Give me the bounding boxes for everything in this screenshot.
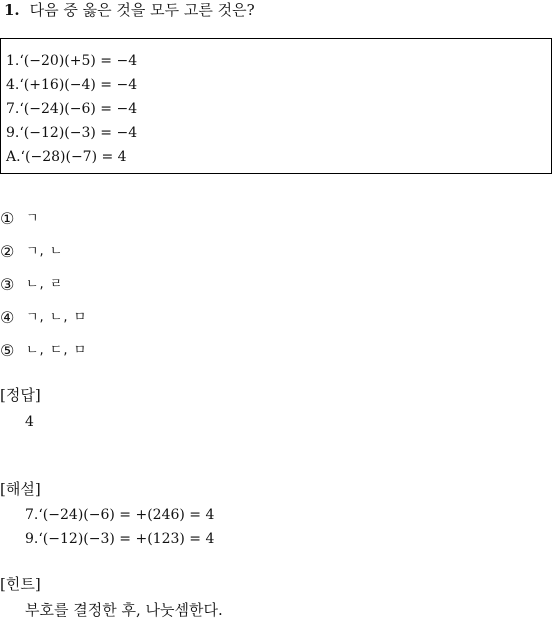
hint-text: 부호를 결정한 후, 나눗셈한다. [25, 601, 223, 619]
choice-marker: ④ [0, 308, 15, 327]
explanation-line: 9.‘(−12)(−3) = +(123) = 4 [25, 531, 215, 547]
choice-marker: ⑤ [0, 341, 15, 360]
explanation-line: 7.‘(−24)(−6) = +(246) = 4 [25, 507, 215, 523]
question-number: 1. [4, 1, 20, 19]
conditions-box [0, 38, 552, 174]
choices-list [0, 208, 87, 373]
choice-item[interactable] [0, 307, 87, 340]
condition-line: 7.‘(−24)(−6) = −4 [6, 101, 138, 117]
choice-item[interactable] [0, 208, 87, 241]
choice-text: ㄴ, ㄹ [26, 277, 64, 292]
choice-item[interactable] [0, 241, 87, 274]
condition-line: 4.‘(+16)(−4) = −4 [6, 77, 138, 93]
condition-line: 9.‘(−12)(−3) = −4 [6, 125, 138, 141]
question-title [4, 0, 255, 20]
choice-marker: ② [0, 242, 15, 261]
question-text: 다음 중 옳은 것을 모두 고른 것은? [29, 1, 255, 19]
choice-item[interactable] [0, 274, 87, 307]
choice-text: ㄱ [26, 211, 40, 226]
answer-label: [정답] [0, 386, 41, 404]
choice-text: ㄱ, ㄴ [26, 244, 64, 259]
answer-value: 4 [25, 414, 34, 430]
choice-marker: ① [0, 209, 15, 228]
choice-marker: ③ [0, 275, 15, 294]
choice-text: ㄱ, ㄴ, ㅁ [26, 310, 88, 325]
condition-line: 1.‘(−20)(+5) = −4 [6, 53, 138, 69]
condition-line: A.‘(−28)(−7) = 4 [6, 149, 127, 165]
explanation-label: [해설] [0, 480, 41, 498]
hint-label: [힌트] [0, 575, 41, 593]
choice-item[interactable] [0, 340, 87, 373]
choice-text: ㄴ, ㄷ, ㅁ [26, 343, 88, 358]
